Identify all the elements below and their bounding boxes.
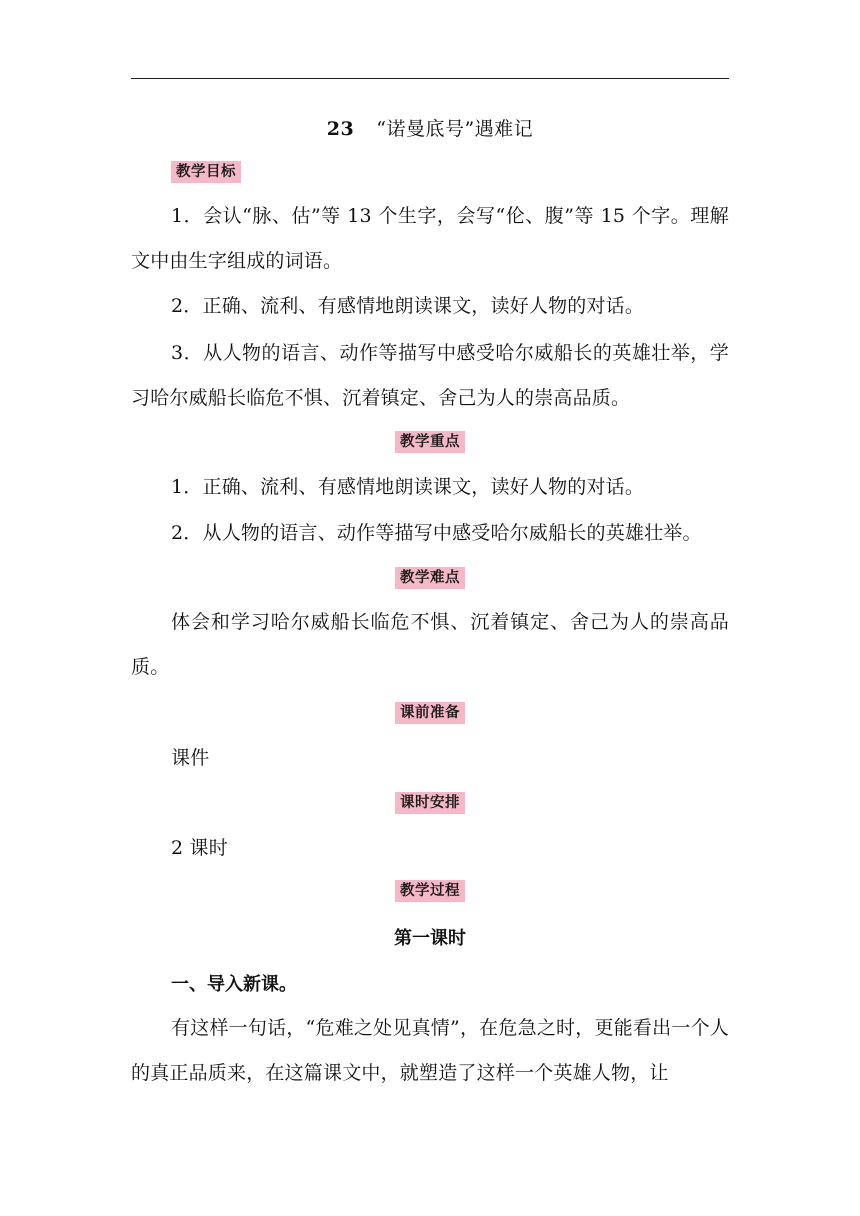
tag-key-points: 教学重点 xyxy=(395,431,465,453)
lesson-period-heading: 第一课时 xyxy=(394,928,466,949)
lesson-title xyxy=(131,114,729,144)
tag-teaching-process: 教学过程 xyxy=(395,880,465,902)
key-point-item-1: 1．正确、流利、有感情地朗读课文，读好人物的对话。 xyxy=(171,476,645,498)
tag-preparation: 课前准备 xyxy=(395,702,465,724)
lesson-number: 23 xyxy=(326,118,355,140)
step-one-heading: 一、导入新课。 xyxy=(171,974,297,995)
schedule-text: 2 课时 xyxy=(171,837,228,859)
key-point-item-2: 2．从人物的语言、动作等描写中感受哈尔威船长的英雄壮举。 xyxy=(171,522,702,544)
preparation-text: 课件 xyxy=(171,747,210,769)
goal-item-2: 2．正确、流利、有感情地朗读课文，读好人物的对话。 xyxy=(171,295,645,317)
tag-teaching-goals: 教学目标 xyxy=(171,161,241,183)
lesson-title-text: “诺曼底号”遇难记 xyxy=(376,118,534,140)
tag-difficulty: 教学难点 xyxy=(395,567,465,589)
step-one-text: 有这样一句话，“危难之处见真情”，在危急之时，更能看出一个人的真正品质来，在这篇课文中，就塑造了这样一个英雄人物，让 xyxy=(131,1017,729,1084)
header-rule xyxy=(131,78,729,79)
tag-schedule: 课时安排 xyxy=(395,792,465,814)
difficulty-text: 体会和学习哈尔威船长临危不惧、沉着镇定、舍己为人的崇高品质。 xyxy=(131,611,729,678)
goal-item-3: 3．从人物的语言、动作等描写中感受哈尔威船长的英雄壮举，学习哈尔威船长临危不惧、沉着镇定、舍己为人的崇高品质。 xyxy=(131,342,729,409)
goal-item-1: 1．会认“脉、估”等 13 个生字，会写“伦、腹”等 15 个字。理解文中由生字组成的词语。 xyxy=(131,205,729,272)
